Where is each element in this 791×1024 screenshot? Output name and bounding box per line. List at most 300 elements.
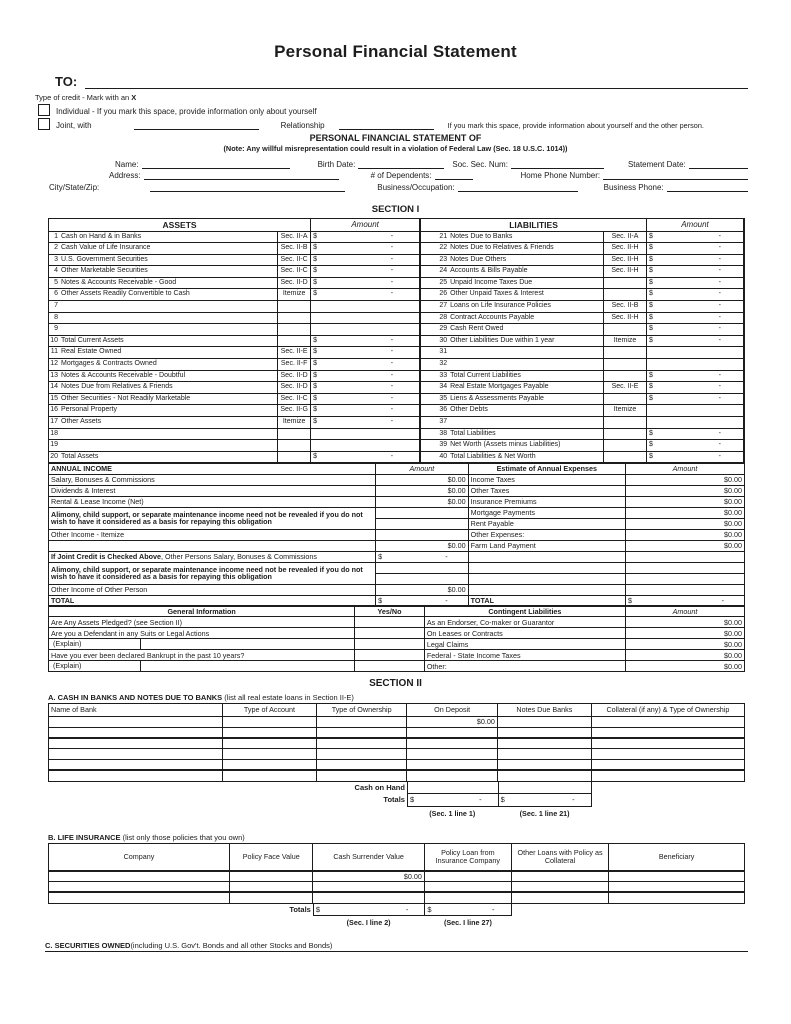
expenses-total-amount[interactable]: $ - [625,595,744,606]
income-empty-cell[interactable] [49,540,376,551]
beneficiary-cell[interactable] [609,892,745,903]
asset-row-number: 15 [49,394,59,406]
rental-value[interactable]: $0.00 [376,496,469,507]
general-information-table [48,605,745,672]
income-empty-cell[interactable] [468,551,625,562]
asset-row-number: 7 [49,301,59,313]
liability-label: Other Unpaid Taxes & Interest [448,289,604,301]
address-label: Address: [109,171,141,180]
income-empty-cell[interactable] [468,584,625,595]
birth-date-label: Birth Date: [317,159,356,169]
city-state-zip-input-line[interactable] [150,183,345,192]
to-label: TO: [55,74,78,89]
liability-row-number: 40 [421,452,448,464]
expense-value[interactable]: $0.00 [625,485,744,496]
liability-section-ref: Sec. II-H [604,313,647,325]
occupation-input-line[interactable] [458,183,578,192]
rental-label: Rental & Lease Income (Net) [49,496,376,507]
salary-label: Salary, Bonuses & Commissions [49,474,376,485]
asset-row-number: 2 [49,243,59,255]
asset-amount-cell[interactable] [311,429,420,441]
liability-amount-cell[interactable]: $ - [647,371,744,383]
income-empty-cell[interactable] [468,573,625,584]
asset-section-ref: Sec. II-E [278,347,311,359]
liability-amount-cell[interactable] [647,359,744,371]
asset-label: Cash on Hand & in Banks [59,232,278,244]
liability-amount-cell[interactable]: $ - [647,336,744,348]
asset-row-number: 10 [49,336,59,348]
expense-value[interactable]: $0.00 [625,518,744,529]
asset-section-ref: Sec. II-C [278,255,311,267]
policy-loan-cell[interactable] [424,892,511,903]
expense-label: Other Taxes [468,485,625,496]
asset-amount-cell[interactable]: $ - [311,336,420,348]
home-phone-input-line[interactable] [603,171,748,180]
alimony-note: Alimony, child support, or separate maintenance income need not be revealed if you do not wish to have it considered as a basis for repaying this obligation [49,507,376,529]
dependents-input-line[interactable] [435,171,473,180]
liability-row-number: 21 [421,232,448,244]
liability-amount-cell[interactable]: $ - [647,266,744,278]
expenses-header: Estimate of Annual Expenses [468,463,625,474]
expenses-amount-header: Amount [625,463,744,474]
cash-on-hand-cell-2[interactable] [498,782,592,795]
expense-label: Rent Payable [468,518,625,529]
business-phone-label: Business Phone: [603,182,664,192]
liability-row-number: 27 [421,301,448,313]
liability-label: Other Liabilities Due within 1 year [448,336,604,348]
sec1-line21-caption: (Sec. 1 line 21) [519,808,570,818]
asset-row-number: 11 [49,347,59,359]
expense-value[interactable]: $0.00 [625,529,744,540]
expense-value[interactable]: $0.00 [625,507,744,518]
liability-row-number: 33 [421,371,448,383]
statement-date-label: Statement Date: [627,159,686,169]
asset-row-number: 16 [49,405,59,417]
expense-label: Income Taxes [468,474,625,485]
liability-label: Notes Due Others [448,255,604,267]
liability-amount-cell[interactable]: $ - [647,313,744,325]
liability-label: Other Debts [448,405,604,417]
liability-label: Loans on Life Insurance Policies [448,301,604,313]
general-info-header: General Information [49,606,355,617]
income-empty-cell[interactable] [376,518,469,529]
liability-section-ref: Sec. II-H [604,255,647,267]
credit-type-instruction: Type of credit - Mark with an X [35,93,137,102]
liability-label: Notes Due to Relatives & Friends [448,243,604,255]
asset-label: Other Marketable Securities [59,266,278,278]
income-amount-header: Amount [376,463,469,474]
liability-row-number: 36 [421,405,448,417]
asset-section-ref [278,429,311,441]
contingent-label: Federal - State Income Taxes [424,650,625,661]
individual-label: Individual - If you mark this space, provide information only about yourself [56,107,317,116]
expenses-total-label: TOTAL [468,595,625,606]
asset-section-ref [278,324,311,336]
liability-section-ref: Sec. II-B [604,301,647,313]
assets-table [49,219,420,464]
liabilities-header: LIABILITIES [421,219,647,232]
ssn-label: Soc. Sec. Num: [452,159,508,169]
income-empty-cell[interactable] [376,562,469,573]
sec1-line2-caption: (Sec. I line 2) [346,918,391,928]
section2a-label: A. CASH IN BANKS AND NOTES DUE TO BANKS (list all real estate loans in Section II-E) [48,693,354,703]
asset-label [59,324,278,336]
policy-loan-total-cell[interactable]: $ - [424,904,511,917]
annual-income-header: ANNUAL INCOME [49,463,376,474]
surrender-total-cell[interactable]: $ - [313,904,425,917]
asset-section-ref [278,301,311,313]
company-cell[interactable] [49,892,230,903]
liability-label: Total Current Liabilities [448,371,604,383]
sec1-line27-caption: (Sec. I line 27) [443,918,492,928]
birth-date-input-line[interactable] [358,160,444,169]
dividends-value[interactable]: $0.00 [376,485,469,496]
section2c-label: C. SECURITIES OWNED (including U.S. Gov't. Bonds and all other Stocks and Bonds) [45,941,748,952]
liability-row-number: 34 [421,382,448,394]
cash-on-hand-label: Cash on Hand [354,782,405,792]
liability-row-number: 26 [421,289,448,301]
asset-section-ref: Sec. II-C [278,394,311,406]
asset-amount-cell[interactable]: $ - [311,347,420,359]
income-empty-cell[interactable] [376,573,469,584]
asset-section-ref: Sec. II-D [278,382,311,394]
asset-section-ref: Sec. II-D [278,278,311,290]
annual-income-table [48,463,745,607]
asset-row-number: 20 [49,452,59,464]
other-person-income-value: $0.00 [376,584,469,595]
liability-section-ref [604,429,647,441]
ssn-input-line[interactable] [511,160,604,169]
liability-row-number: 37 [421,417,448,429]
liability-label [448,347,604,359]
liability-amount-cell[interactable]: $ - [647,255,744,267]
individual-checkbox[interactable] [38,104,50,116]
asset-amount-cell[interactable]: $ - [311,394,420,406]
liability-amount-cell[interactable]: $ - [647,382,744,394]
other-income-label: Other Income - Itemize [49,529,376,540]
liability-amount-cell[interactable]: $ - [647,301,744,313]
contingent-value[interactable]: $0.00 [625,628,744,639]
dividends-label: Dividends & Interest [49,485,376,496]
joint-credit-label: If Joint Credit is Checked Above, Other Persons Salary, Bonuses & Commissions [49,551,376,562]
relationship-label: Relationship [280,121,325,130]
asset-label: U.S. Government Securities [59,255,278,267]
asset-amount-cell[interactable]: $ - [311,371,420,383]
liability-section-ref [604,417,647,429]
liability-row-number: 23 [421,255,448,267]
joint-credit-amount[interactable]: $ - [376,551,469,562]
liability-amount-cell[interactable]: $ - [647,243,744,255]
question-assets-pledged: Are Any Assets Pledged? (see Section II) [49,617,355,628]
liability-row-number: 22 [421,243,448,255]
statement-date-input-line[interactable] [689,160,748,169]
contingent-label: As an Endorser, Co-maker or Guarantor [424,617,625,628]
section2-heading: SECTION II [369,678,422,690]
liability-section-ref [604,452,647,464]
bank-name-cell[interactable] [49,770,223,781]
contingent-amount-header: Amount [625,606,744,617]
income-subtotal: $0.00 [376,540,469,551]
liability-amount-cell[interactable]: $ - [647,289,744,301]
asset-row-number: 19 [49,440,59,452]
asset-section-ref: Sec. II-A [278,232,311,244]
expense-label: Other Expenses: [468,529,625,540]
question-bankrupt: Have you ever been declared Bankrupt in the past 10 years? [49,650,355,661]
asset-section-ref [278,452,311,464]
notes-due-banks-header: Notes Due Banks [497,704,591,717]
income-empty-cell[interactable] [376,529,469,540]
liability-amount-cell[interactable]: $ - [647,324,744,336]
to-input-line[interactable] [85,77,748,89]
asset-amount-cell[interactable] [311,440,420,452]
asset-section-ref: Sec. II-C [278,266,311,278]
income-empty-cell[interactable] [468,562,625,573]
asset-label: Notes & Accounts Receivable - Doubtful [59,371,278,383]
liability-section-ref: Sec. II-E [604,382,647,394]
liability-label: Contract Accounts Payable [448,313,604,325]
asset-row-number: 14 [49,382,59,394]
liability-row-number: 32 [421,359,448,371]
deposit-total-cell[interactable]: $ - [407,794,498,807]
joint-checkbox[interactable] [38,118,50,130]
liability-amount-cell[interactable] [647,405,744,417]
notes-total-cell[interactable]: $ - [498,794,592,807]
liability-label: Unpaid Income Taxes Due [448,278,604,290]
income-empty-cell[interactable] [625,562,744,573]
policy-loan-header: Policy Loan from Insurance Company [424,843,511,871]
beneficiary-header: Beneficiary [609,843,745,871]
liability-section-ref [604,324,647,336]
company-header: Company [49,843,230,871]
asset-amount-cell[interactable]: $ - [311,417,420,429]
yes-no-cell[interactable] [355,628,425,639]
address-input-line[interactable] [144,171,339,180]
asset-amount-cell[interactable]: $ - [311,452,420,464]
expense-label: Insurance Premiums [468,496,625,507]
liabilities-table [420,219,744,464]
asset-amount-cell[interactable]: $ - [311,405,420,417]
asset-section-ref: Sec. II-B [278,243,311,255]
asset-row-number: 13 [49,371,59,383]
explain-label: (Explain) [51,639,141,649]
liability-amount-cell[interactable] [647,417,744,429]
asset-label [59,301,278,313]
collateral-cell[interactable] [591,770,744,781]
asset-section-ref [278,336,311,348]
asset-row-number: 1 [49,232,59,244]
asset-amount-cell[interactable] [311,301,420,313]
contingent-value[interactable]: $0.00 [625,617,744,628]
liability-section-ref: Itemize [604,405,647,417]
expense-value[interactable]: $0.00 [625,496,744,507]
question-defendant: Are you a Defendant in any Suits or Legal Actions [49,628,355,639]
explain-label: (Explain) [51,661,141,671]
asset-amount-cell[interactable] [311,324,420,336]
ownership-type-header: Type of Ownership [316,704,406,717]
asset-row-number: 18 [49,429,59,441]
liability-label: Total Liabilities & Net Worth [448,452,604,464]
liability-row-number: 35 [421,394,448,406]
asset-label: Other Assets Readily Convertible to Cash [59,289,278,301]
bank-row [49,770,745,781]
life-insurance-table [48,843,745,872]
liability-section-ref [604,359,647,371]
contingent-value[interactable]: $0.00 [625,650,744,661]
asset-row-number: 4 [49,266,59,278]
relationship-input-line[interactable] [339,120,434,130]
income-empty-cell[interactable] [625,573,744,584]
cash-surrender-cell[interactable] [313,892,424,903]
asset-row-number: 17 [49,417,59,429]
liability-section-ref [604,394,647,406]
other-loans-cell[interactable] [511,892,608,903]
yes-no-cell[interactable] [355,650,425,661]
account-type-header: Type of Account [223,704,317,717]
name-label: Name: [115,159,139,169]
asset-label [59,313,278,325]
income-empty-cell[interactable] [376,507,469,518]
cash-in-banks-rows [0,716,791,782]
liability-amount-cell[interactable]: $ - [647,429,744,441]
income-total-amount[interactable]: $ - [376,595,469,606]
asset-amount-cell[interactable]: $ - [311,255,420,267]
expense-label: Farm Land Payment [468,540,625,551]
city-state-zip-label: City/State/Zip: [49,182,100,192]
liability-label: Total Liabilities [448,429,604,441]
section1-table [48,218,745,465]
on-deposit-cell[interactable] [407,770,497,781]
notes-due-banks-cell[interactable] [497,770,591,781]
income-empty-cell[interactable] [625,584,744,595]
liability-amount-cell[interactable] [647,347,744,359]
assets-header: ASSETS [49,219,311,232]
policy-face-value-cell[interactable] [229,892,313,903]
liability-label: Real Estate Mortgages Payable [448,382,604,394]
policy-row [49,892,745,903]
contingent-value[interactable]: $0.00 [625,661,744,672]
liability-section-ref [604,278,647,290]
asset-amount-cell[interactable]: $ - [311,278,420,290]
asset-label: Notes Due from Relatives & Friends [59,382,278,394]
dependents-label: # of Dependents: [370,171,432,180]
expense-label: Mortgage Payments [468,507,625,518]
asset-section-ref: Sec. II-D [278,371,311,383]
home-phone-label: Home Phone Number: [520,171,601,180]
liability-row-number: 25 [421,278,448,290]
bank-name-header: Name of Bank [49,704,223,717]
life-insurance-rows [0,870,791,904]
yes-no-cell[interactable] [355,661,425,672]
salary-value[interactable]: $0.00 [376,474,469,485]
liability-section-ref [604,371,647,383]
yes-no-cell[interactable] [355,639,425,650]
liability-label: Notes Due to Banks [448,232,604,244]
asset-row-number: 5 [49,278,59,290]
asset-section-ref: Sec. II-F [278,359,311,371]
asset-amount-cell[interactable] [311,313,420,325]
liability-section-ref: Sec. II-A [604,232,647,244]
liability-amount-cell[interactable]: $ - [647,440,744,452]
liabilities-amount-header: Amount [647,219,744,232]
liability-section-ref [604,440,647,452]
asset-amount-cell[interactable]: $ - [311,382,420,394]
joint-note: If you mark this space, provide information about yourself and the other person. [447,121,704,130]
asset-row-number: 9 [49,324,59,336]
asset-row-number: 8 [49,313,59,325]
asset-amount-cell[interactable]: $ - [311,289,420,301]
collateral-header: Collateral (if any) & Type of Ownership [591,704,744,717]
asset-section-ref: Itemize [278,289,311,301]
liability-section-ref [604,289,647,301]
yes-no-header: Yes/No [355,606,425,617]
contingent-liabilities-header: Contingent Liabilities [424,606,625,617]
liability-label: Cash Rent Owed [448,324,604,336]
liability-amount-cell[interactable]: $ - [647,232,744,244]
other-person-income-label: Other Income of Other Person [49,584,376,595]
explain-row [49,661,355,672]
liability-label [448,359,604,371]
yes-no-cell[interactable] [355,617,425,628]
asset-amount-cell[interactable]: $ - [311,266,420,278]
policy-face-value-header: Policy Face Value [229,843,313,871]
alimony-note-2: Alimony, child support, or separate maintenance income need not be revealed if you do not wish to have it considered as a basis for repaying this obligation [49,562,376,584]
asset-row-number: 6 [49,289,59,301]
business-phone-input-line[interactable] [667,183,748,192]
cash-surrender-cell[interactable]: $0.00 [313,871,424,882]
asset-label: Cash Value of Life Insurance [59,243,278,255]
asset-amount-cell[interactable]: $ - [311,243,420,255]
asset-label: Notes & Accounts Receivable - Good [59,278,278,290]
ownership-type-cell[interactable] [316,770,406,781]
account-type-cell[interactable] [223,770,317,781]
bank-totals-label: Totals [383,795,405,804]
liability-amount-cell[interactable]: $ - [647,394,744,406]
liability-label: Liens & Assessments Payable [448,394,604,406]
sec1-line1-caption: (Sec. 1 line 1) [429,808,476,818]
asset-label: Mortgages & Contracts Owned [59,359,278,371]
asset-section-ref: Sec. II-G [278,405,311,417]
asset-amount-cell[interactable]: $ - [311,359,420,371]
assets-amount-header: Amount [311,219,420,232]
asset-label: Real Estate Owned [59,347,278,359]
contingent-value[interactable]: $0.00 [625,639,744,650]
asset-amount-cell[interactable]: $ - [311,232,420,244]
pfs-of-heading: PERSONAL FINANCIAL STATEMENT OF [309,133,482,143]
section2b-label: B. LIFE INSURANCE (list only those policies that you own) [48,832,245,842]
asset-section-ref [278,313,311,325]
liability-row-number: 39 [421,440,448,452]
asset-label: Total Assets [59,452,278,464]
liability-amount-cell[interactable]: $ - [647,278,744,290]
asset-row-number: 12 [49,359,59,371]
on-deposit-cell[interactable]: $0.00 [407,716,497,727]
liability-row-number: 28 [421,313,448,325]
section1-heading: SECTION I [371,203,420,215]
contingent-label: Other: [424,661,625,672]
liability-amount-cell[interactable]: $ - [647,452,744,464]
on-deposit-header: On Deposit [407,704,497,717]
expense-value[interactable]: $0.00 [625,474,744,485]
explain-row [49,639,355,650]
liability-section-ref: Sec. II-H [604,243,647,255]
income-empty-cell[interactable] [625,551,744,562]
joint-with-input-line[interactable] [134,120,259,130]
page-title: Personal Financial Statement [274,42,517,61]
liability-section-ref: Sec. II-H [604,266,647,278]
cash-on-hand-cell[interactable] [407,782,498,795]
name-input-line[interactable] [142,160,290,169]
expense-value[interactable]: $0.00 [625,540,744,551]
